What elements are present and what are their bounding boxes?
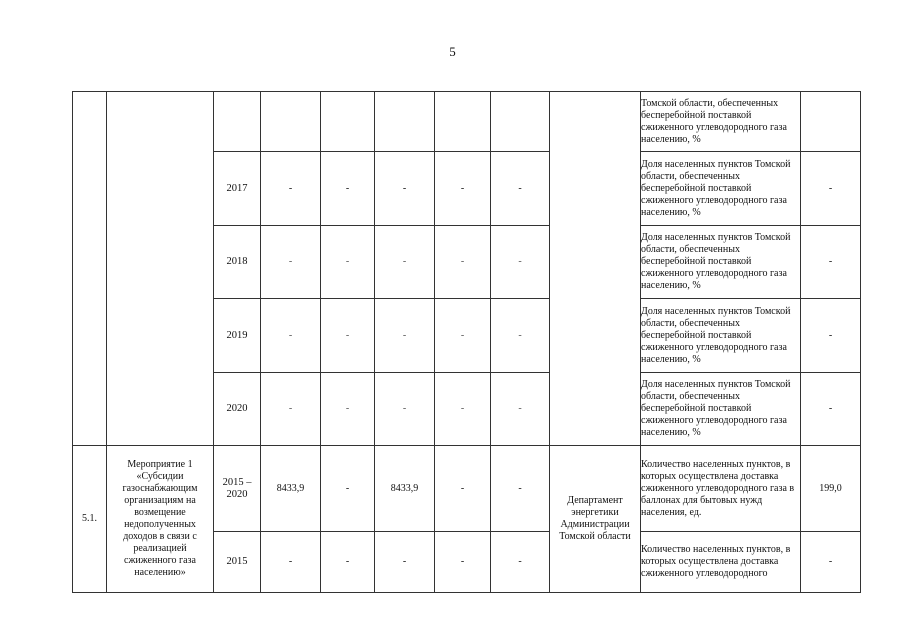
value-cell: 8433,9 xyxy=(375,446,435,532)
value-cell: - xyxy=(491,373,550,446)
page-number: 5 xyxy=(449,44,456,59)
indicator-value: - xyxy=(801,152,861,226)
value-cell: - xyxy=(261,152,321,226)
value-cell: - xyxy=(321,226,375,299)
indicator-cell: Доля населенных пунктов Томской области, обеспеченных бесперебойной поставкой сжиженного углеводородного газа населению, % xyxy=(641,226,801,299)
value-cell: - xyxy=(491,152,550,226)
year-cell: 2017 xyxy=(214,152,261,226)
value-cell: - xyxy=(435,299,491,373)
value-cell: - xyxy=(491,299,550,373)
value-cell: - xyxy=(321,299,375,373)
value-cell: - xyxy=(375,373,435,446)
value-cell: - xyxy=(321,532,375,593)
table-row xyxy=(73,92,861,152)
program-table xyxy=(72,91,861,593)
value-cell: - xyxy=(491,226,550,299)
year-cell: 2018 xyxy=(214,226,261,299)
responsible-department: Департамент энергетики Администрации Томской области xyxy=(550,446,641,593)
value-cell: - xyxy=(435,152,491,226)
event-description: Мероприятие 1 «Субсидии газоснабжающим организациям на возмещение недополученных доходов в связи с реализацией сжиженного газа населению» xyxy=(107,446,214,593)
year-cell: 2015 xyxy=(214,532,261,593)
section-number: 5.1. xyxy=(73,446,107,593)
empty-num-cell xyxy=(73,92,107,446)
indicator-value: 199,0 xyxy=(801,446,861,532)
value-cell: - xyxy=(261,532,321,593)
indicator-value: - xyxy=(801,226,861,299)
value-cell: - xyxy=(261,226,321,299)
value-cell: - xyxy=(435,373,491,446)
value-cell: - xyxy=(375,299,435,373)
year-cell: 2019 xyxy=(214,299,261,373)
value-cell: - xyxy=(435,532,491,593)
value-cell: - xyxy=(321,446,375,532)
value-cell: - xyxy=(375,226,435,299)
indicator-cell: Количество населенных пунктов, в которых осуществлена доставка сжиженного углеводородного xyxy=(641,532,801,593)
value-cell: 8433,9 xyxy=(261,446,321,532)
indicator-value: - xyxy=(801,373,861,446)
value-cell: - xyxy=(435,226,491,299)
empty-dept-cell xyxy=(550,92,641,446)
value-cell: - xyxy=(261,373,321,446)
value-cell: - xyxy=(491,532,550,593)
value-cell: - xyxy=(321,152,375,226)
indicator-cell: Доля населенных пунктов Томской области, обеспеченных бесперебойной поставкой сжиженного углеводородного газа населению, % xyxy=(641,299,801,373)
value-cell: - xyxy=(435,446,491,532)
year-cell: 2015 – 2020 xyxy=(214,446,261,532)
indicator-cell: Доля населенных пунктов Томской области, обеспеченных бесперебойной поставкой сжиженного углеводородного газа населению, % xyxy=(641,373,801,446)
table-row xyxy=(73,446,861,532)
indicator-cell: Томской области, обеспеченных бесперебойной поставкой сжиженного углеводородного газа населению, % xyxy=(641,92,801,152)
indicator-cell: Доля населенных пунктов Томской области, обеспеченных бесперебойной поставкой сжиженного углеводородного газа населению, % xyxy=(641,152,801,226)
indicator-value: - xyxy=(801,299,861,373)
value-cell: - xyxy=(491,446,550,532)
value-cell: - xyxy=(375,532,435,593)
value-cell: - xyxy=(261,299,321,373)
value-cell: - xyxy=(375,152,435,226)
year-cell: 2020 xyxy=(214,373,261,446)
indicator-cell: Количество населенных пунктов, в которых осуществлена доставка сжиженного углеводородного газа в баллонах для бытовых нужд населения, ед. xyxy=(641,446,801,532)
indicator-value: - xyxy=(801,532,861,593)
empty-event-cell xyxy=(107,92,214,446)
value-cell: - xyxy=(321,373,375,446)
